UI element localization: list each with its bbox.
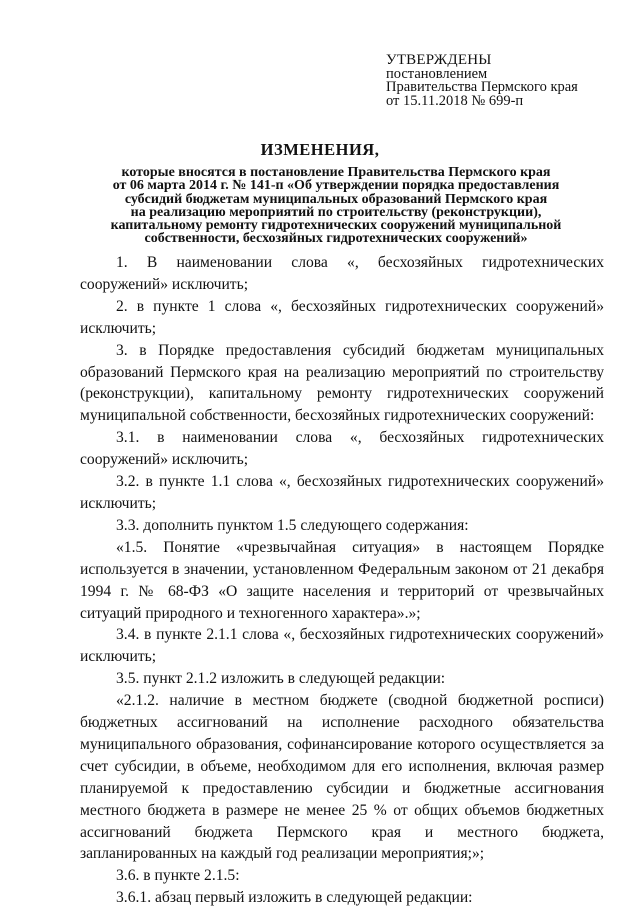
paragraph-3-1: 3.1. в наименовании слова «, бесхозяйных гидротехнических сооружений» исключить; (80, 429, 604, 469)
paragraph-3-5: 3.5. пункт 2.1.2 изложить в следующей редакции: (116, 670, 446, 688)
approval-heading: УТВЕРЖДЕНЫ (386, 52, 492, 68)
quoted-clause-1-5: «1.5. Понятие «чрезвычайная ситуация» в настоящем Порядке используется в значении, установленном Федеральным законом от 21 декабря 1994 г. № 68-ФЗ «О защите населения и территорий от чрезвычайных ситуаций природного и техногенного характера».»; (80, 538, 604, 622)
quoted-clause-2-1-2: «2.1.2. наличие в местном бюджете (сводной бюджетной росписи) бюджетных ассигнований на исполнение расходного обязательства муниципального образования, софинансирование которого осуществляется за счет субсидии, в объеме, необходимом для его исполнения, включая размер планируемой к предоставлению субсидии и бюджетные ассигнования местного бюджета в размере не менее 25 % от общих объемов бюджетных ассигнований бюджета Пермского края и местного бюджета, запланированных на каждый год реализации мероприятия;»; (80, 692, 604, 863)
approval-stamp (386, 54, 626, 108)
paragraph-3-6-1: 3.6.1. абзац первый изложить в следующей редакции: (116, 889, 473, 907)
document-body (80, 252, 604, 909)
paragraph-3-4: 3.4. в пункте 2.1.1 слова «, бесхозяйных гидротехнических сооружений» исключить; (80, 626, 604, 666)
paragraph-3: 3. в Порядке предоставления субсидий бюджетам муниципальных образований Пермского края на реализацию мероприятий по строительству (реконструкции), капитальному ремонту гидротехнических сооружений муниципальной собственности, бесхозяйных гидротехнических сооружений: (80, 341, 604, 425)
approval-line: постановлением (386, 65, 488, 82)
subtitle-line: от 06 марта 2014 г. № 141-п «Об утверждении порядка предоставления (112, 178, 560, 194)
document-title: ИЗМЕНЕНИЯ, (260, 140, 380, 159)
document-subtitle (86, 166, 586, 246)
subtitle-line: на реализацию мероприятий по строительству (реконструкции), (130, 204, 542, 220)
subtitle-line: субсидий бюджетам муниципальных образований Пермского края (124, 191, 548, 207)
approval-date-number: от 15.11.2018 № 699-п (386, 92, 524, 109)
paragraph-3-6: 3.6. в пункте 2.1.5: (116, 867, 240, 885)
subtitle-line: собственности, бесхозяйных гидротехнических сооружений» (144, 231, 528, 247)
paragraph-3-3: 3.3. дополнить пунктом 1.5 следующего содержания: (116, 516, 469, 534)
paragraph-3-2: 3.2. в пункте 1.1 слова «, бесхозяйных гидротехнических сооружений» исключить; (80, 473, 604, 512)
paragraph-2: 2. в пункте 1 слова «, бесхозяйных гидротехнических сооружений» исключить; (80, 297, 604, 337)
approval-line: Правительства Пермского края (386, 79, 578, 95)
subtitle-line: капитальному ремонту гидротехнических сооружений муниципальной (110, 218, 562, 234)
subtitle-line: которые вносятся в постановление Правительства Пермского края (121, 165, 551, 180)
paragraph-1: 1. В наименовании слова «, бесхозяйных гидротехнических сооружений» исключить; (80, 254, 604, 293)
